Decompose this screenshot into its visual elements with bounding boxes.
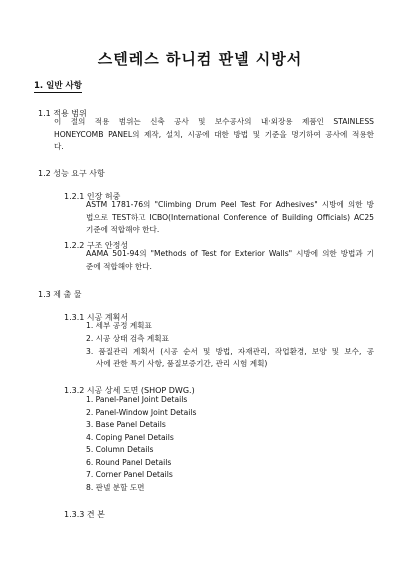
section-1-2-2-line-2: 준에 적합해야 한다. (86, 261, 152, 271)
section-1-1-heading: 1.1 적용 범위 (38, 109, 87, 118)
section-1-2-2-heading: 1.2.2 구조 안정성 (64, 241, 129, 250)
list-item: 3. 품질관리 계획서 (시공 순서 및 방법, 자재관리, 작업환경, 보양 및 보수, 공 (86, 346, 374, 356)
section-1-2-1-heading: 1.2.1 인장 허중 (64, 192, 121, 201)
list-item: 4. Coping Panel Details (86, 432, 174, 442)
section-1-2-1-line-1: ASTM 1781-76의 "Climbing Drum Peel Test For Adhesives" 시방에 의한 방 (86, 200, 374, 209)
list-item: 6. Round Panel Details (86, 457, 172, 467)
section-1-1-line-1: 이 절의 적용 범위는 신축 공사 및 보수공사의 내·외장용 제품인 STAINLESS (54, 117, 374, 126)
section-1-2-1-line-3: 기준에 적합해야 한다. (86, 225, 160, 234)
list-item: 1. 세부 공정 계획표 (86, 321, 152, 330)
section-1-3-1-heading: 1.3.1 시공 계획서 (64, 313, 129, 322)
list-item: 7. Corner Panel Details (86, 470, 173, 479)
list-item: 5. Column Details (86, 445, 154, 454)
list-item-continuation: 사에 관한 특기 사항, 품질보증기간, 관리 시험 계획) (96, 359, 268, 368)
section-1-2-2-line-1: AAMA 501-94의 "Methods of Test for Exterior Walls" 시방에 의한 방법과 기 (86, 249, 374, 258)
section-1-2-1-line-2: 법으로 TEST하고 ICBO(International Conference of Building Officials) AC25 (86, 212, 374, 222)
list-item: 8. 판넬 분할 도면 (86, 482, 145, 492)
section-1-3-3-heading: 1.3.3 견 본 (64, 510, 105, 519)
section-1-3-heading: 1.3 제 출 물 (38, 290, 82, 299)
list-item: 1. Panel-Panel Joint Details (86, 395, 188, 404)
list-item: 2. 시공 상태 검측 계획표 (86, 334, 169, 343)
list-item: 2. Panel-Window Joint Details (86, 407, 197, 417)
document-title: 스텐레스 하니컴 판넬 시방서 (97, 50, 303, 68)
section-1-1-line-2: HONEYCOMB PANEL의 제작, 설치, 시공에 대한 방법 및 기준을 명기하여 공사에 적용한 (54, 129, 374, 139)
section-1-heading-text: 1. 일반 사항 (34, 81, 82, 91)
list-item: 3. Base Panel Details (86, 420, 166, 429)
section-1-2-heading: 1.2 성능 요구 사항 (38, 169, 105, 178)
section-1-3-2-heading: 1.3.2 시공 상세 도면 (SHOP DWG.) (64, 386, 195, 395)
section-1-1-line-3: 다. (54, 142, 64, 151)
section-1-heading (34, 81, 82, 93)
